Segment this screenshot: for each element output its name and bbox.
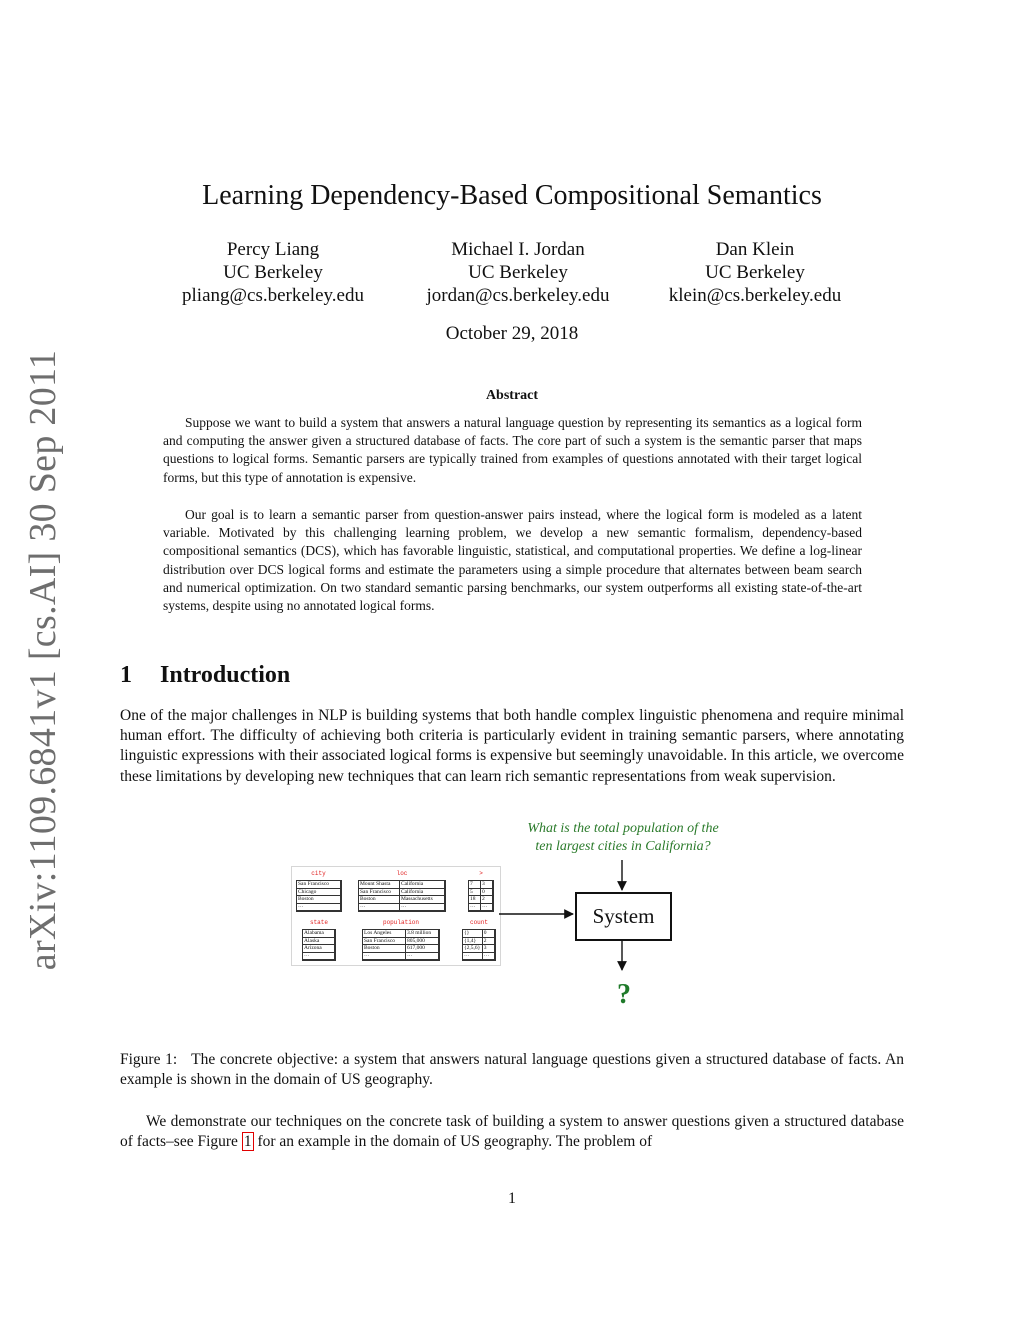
table-cell: Arizona — [303, 945, 335, 953]
table-cell: Boston — [297, 896, 341, 904]
table-cell: ··· — [303, 953, 335, 961]
table-cell: ··· — [463, 953, 483, 961]
table-cell: 3.8 million — [406, 930, 439, 938]
page-number: 1 — [508, 1190, 516, 1207]
table-cell: Boston — [363, 945, 406, 953]
table-cell: Los Angeles — [363, 930, 406, 938]
table-cell: {1,4} — [463, 938, 483, 946]
abstract-text: Our goal is to learn a semantic parser from question-answer pairs instead, where the logical form is modeled as a latent variable. Motivated by this challenging learning problem, we develop a new semantic formalism, dependency-based compositional semantics (DCS), which has favorable linguistic, statistical, and computational properties. We define a log-linear distribution over DCS logical forms and estimate the parameters using a simple procedure that alternates between beam search and numerical optimization. On two standard semantic parsing benchmarks, our system outperforms all existing state-of-the-art systems, despite using no annotated logical forms. — [163, 507, 862, 614]
figure-reference-link[interactable]: 1 — [243, 1133, 252, 1151]
author-name: Michael I. Jordan — [451, 239, 585, 260]
table-cell: ··· — [483, 953, 495, 961]
table-cell: San Francisco — [359, 889, 400, 897]
table-cell: ··· — [469, 904, 481, 912]
body-text — [120, 1112, 904, 1152]
caption-label: Figure 1: — [120, 1051, 178, 1068]
section-number: 1 — [120, 662, 132, 688]
abstract-heading: Abstract — [485, 388, 539, 403]
figure-caption — [120, 1050, 904, 1090]
table-cell: Mount Shasta — [359, 881, 400, 889]
caption-text: The concrete objective: a system that answers natural language questions given a structured database of facts. An example is shown in the domain of US geography. — [120, 1051, 904, 1089]
paragraph-text: for an example in the domain of US geography. The problem of — [253, 1133, 653, 1151]
question-line: ten largest cities in California? — [535, 839, 711, 854]
table-cell: {} — [463, 930, 483, 938]
table-cell: ··· — [297, 904, 341, 912]
author-affiliation: UC Berkeley — [223, 262, 323, 283]
table-cell: Alaska — [303, 938, 335, 946]
table-cell: 2 — [481, 896, 493, 904]
arxiv-identifier: arXiv:1109.6841v1 [cs.AI] 30 Sep 2011 — [22, 349, 64, 971]
paragraph-text: We demonstrate our techniques on the concrete task of building a system to answer questions given a structured database of facts–see Figure — [120, 1113, 904, 1151]
table-cell: Chicago — [297, 889, 341, 897]
table-header: loc — [396, 870, 408, 877]
table-cell: ··· — [359, 904, 400, 912]
table-cell: 7 — [469, 881, 481, 889]
author-email[interactable]: pliang@cs.berkeley.edu — [182, 285, 364, 306]
table-cell: ··· — [406, 953, 439, 961]
table-cell: 18 — [469, 896, 481, 904]
author-email[interactable]: jordan@cs.berkeley.edu — [426, 285, 610, 306]
table-cell: Boston — [359, 896, 400, 904]
answer-question-mark: ? — [617, 979, 631, 1010]
table-cell: 2 — [483, 938, 495, 946]
section-title: Introduction — [160, 662, 291, 688]
author-name: Dan Klein — [715, 239, 795, 260]
author-affiliation: UC Berkeley — [468, 262, 568, 283]
table-cell: 0 — [481, 889, 493, 897]
table-cell: San Francisco — [297, 881, 341, 889]
table-cell: 5 — [469, 889, 481, 897]
table-header: city — [311, 870, 326, 877]
table-cell: 3 — [481, 881, 493, 889]
table-header: population — [382, 919, 419, 926]
question-line: What is the total population of the — [527, 821, 719, 836]
table-header: state — [309, 919, 328, 926]
author-name: Percy Liang — [226, 239, 320, 260]
table-cell: 617,000 — [406, 945, 439, 953]
table-header: count — [469, 919, 488, 926]
paper-title: Learning Dependency-Based Compositional Semantics — [202, 180, 822, 211]
table-cell: California — [400, 889, 445, 897]
body-paragraph — [120, 1112, 904, 1152]
table-cell: ··· — [400, 904, 445, 912]
paper-date: October 29, 2018 — [445, 323, 579, 344]
table-cell: California — [400, 881, 445, 889]
author-email[interactable]: klein@cs.berkeley.edu — [668, 285, 842, 306]
table-cell: 805,000 — [406, 938, 439, 946]
system-box: System — [575, 892, 672, 941]
table-cell: Alabama — [303, 930, 335, 938]
table-cell: {2,5,6} — [463, 945, 483, 953]
table-cell: ··· — [481, 904, 493, 912]
table-cell: San Francisco — [363, 938, 406, 946]
table-header: > — [479, 870, 483, 877]
table-cell: ··· — [363, 953, 406, 961]
table-cell: Massachusetts — [400, 896, 445, 904]
body-text: One of the major challenges in NLP is building systems that both handle complex linguistic phenomena and require minimal human effort. The difficulty of achieving both criteria is particularly evident in training semantic parsers, where annotating linguistic expressions with their associated logical forms is expensive but seemingly unavoidable. In this article, we overcome these limitations by developing new techniques that can learn rich semantic representations from weak supervision. — [120, 707, 904, 785]
abstract-text: Suppose we want to build a system that answers a natural language question by representing its semantics as a logical form and computing the answer given a structured database of facts. The core part of such a system is the semantic parser that maps questions to logical forms. Semantic parsers are typically trained from examples of questions annotated with their target logical forms, but this type of annotation is expensive. — [163, 415, 862, 485]
table-cell: 3 — [483, 945, 495, 953]
table-cell: 0 — [483, 930, 495, 938]
author-affiliation: UC Berkeley — [705, 262, 805, 283]
